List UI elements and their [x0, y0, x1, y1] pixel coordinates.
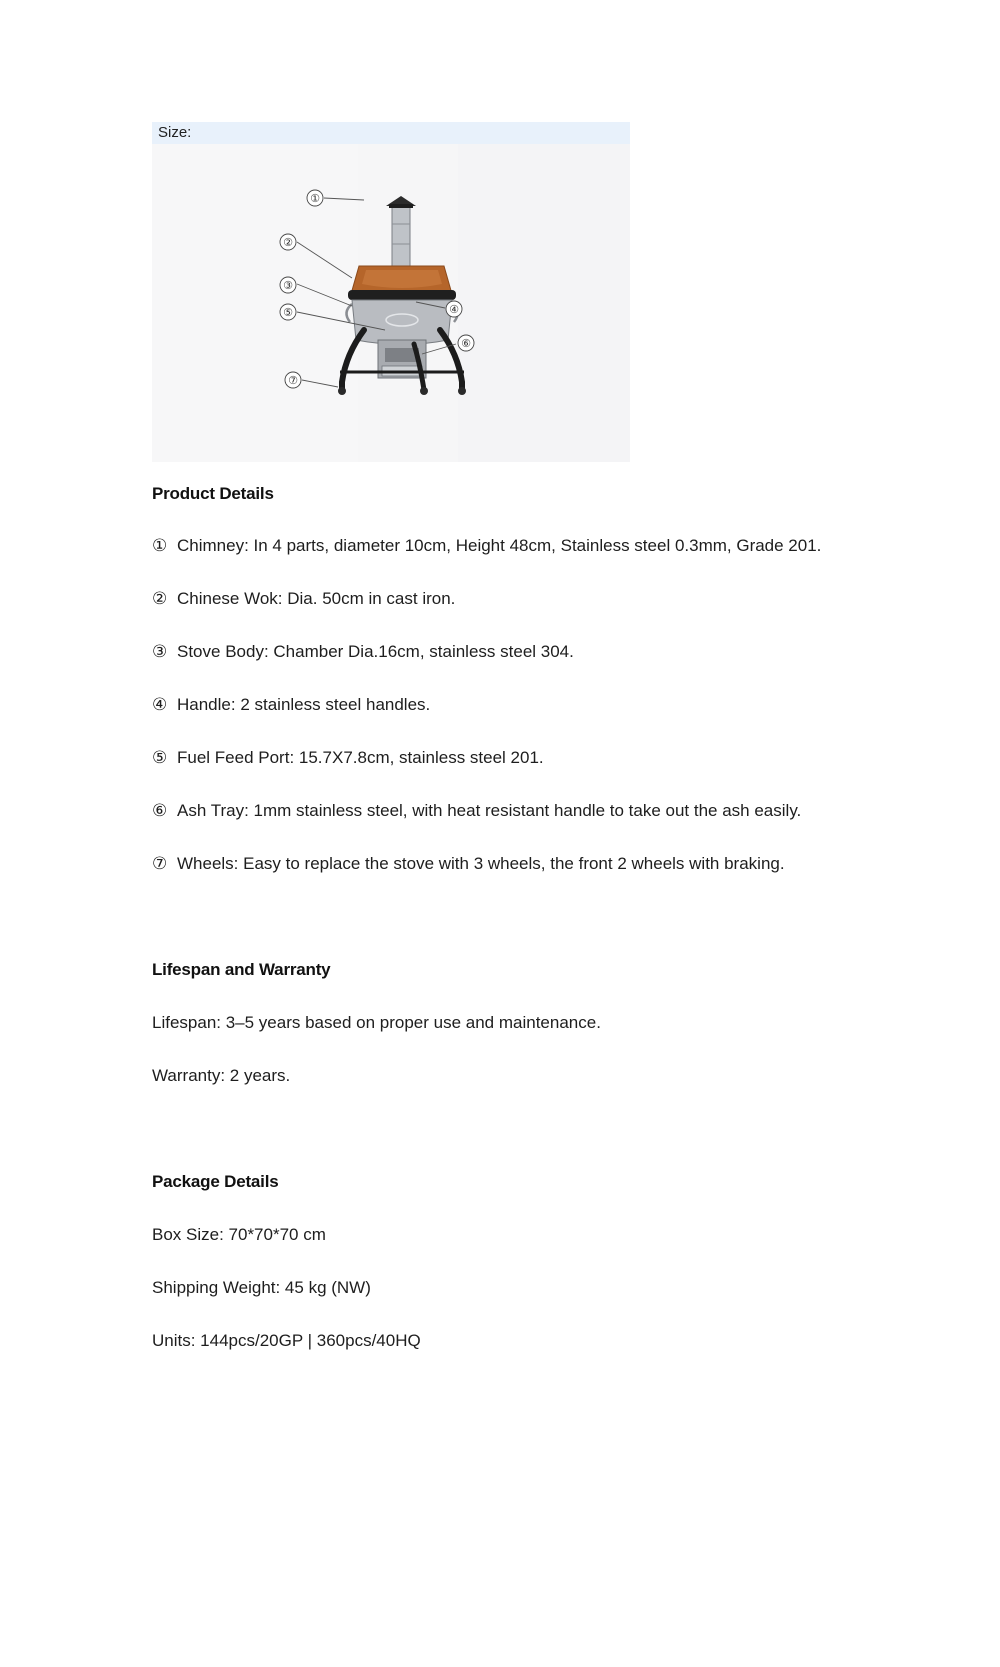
detail-item-ash-tray: ⑥ Ash Tray: 1mm stainless steel, with heat resistant handle to take out the ash easily. — [152, 801, 802, 820]
package-details-heading: Package Details — [152, 1172, 279, 1191]
size-label: Size: — [158, 124, 192, 141]
units-text: Units: 144pcs/20GP | 360pcs/40HQ — [152, 1331, 421, 1350]
callout-5 — [280, 304, 296, 320]
lifespan-text: Lifespan: 3–5 years based on proper use and maintenance. — [152, 1013, 601, 1032]
wheel — [458, 387, 466, 395]
box-size-text: Box Size: 70*70*70 cm — [152, 1225, 326, 1244]
callout-2 — [280, 234, 296, 250]
detail-item-wok: ② Chinese Wok: Dia. 50cm in cast iron. — [152, 589, 456, 608]
shipping-weight-text: Shipping Weight: 45 kg (NW) — [152, 1278, 371, 1297]
detail-item-handle: ④ Handle: 2 stainless steel handles. — [152, 695, 431, 714]
product-details-heading: Product Details — [152, 484, 274, 503]
size-header-bar — [152, 122, 630, 144]
svg-text:②: ② — [283, 236, 293, 249]
callout-6 — [458, 335, 474, 351]
lifespan-warranty-heading: Lifespan and Warranty — [152, 960, 331, 979]
detail-item-stove-body: ③ Stove Body: Chamber Dia.16cm, stainless steel 304. — [152, 642, 574, 661]
svg-text:④: ④ — [449, 303, 459, 316]
callout-3 — [280, 277, 296, 293]
detail-item-wheels: ⑦ Wheels: Easy to replace the stove with 3 wheels, the front 2 wheels with braking. — [152, 854, 785, 873]
stand-frame — [342, 330, 364, 390]
wheel — [420, 387, 428, 395]
left-handle — [346, 304, 352, 322]
callout-4 — [446, 301, 462, 317]
detail-item-chimney: ① Chimney: In 4 parts, diameter 10cm, Height 48cm, Stainless steel 0.3mm, Grade 201. — [152, 536, 822, 555]
stove-illustration — [152, 144, 630, 462]
svg-text:③: ③ — [283, 279, 293, 292]
svg-text:⑥: ⑥ — [461, 337, 471, 350]
wheel — [338, 387, 346, 395]
wok-rim — [348, 290, 456, 300]
detail-item-fuel-feed-port: ⑤ Fuel Feed Port: 15.7X7.8cm, stainless steel 201. — [152, 748, 544, 767]
chimney — [392, 204, 410, 266]
warranty-text: Warranty: 2 years. — [152, 1066, 291, 1085]
callout-7 — [285, 372, 301, 388]
callout-1 — [307, 190, 323, 206]
svg-text:⑦: ⑦ — [288, 374, 298, 387]
svg-text:⑤: ⑤ — [283, 306, 293, 319]
stove-diagram-figure — [152, 122, 630, 462]
svg-text:①: ① — [310, 192, 320, 205]
